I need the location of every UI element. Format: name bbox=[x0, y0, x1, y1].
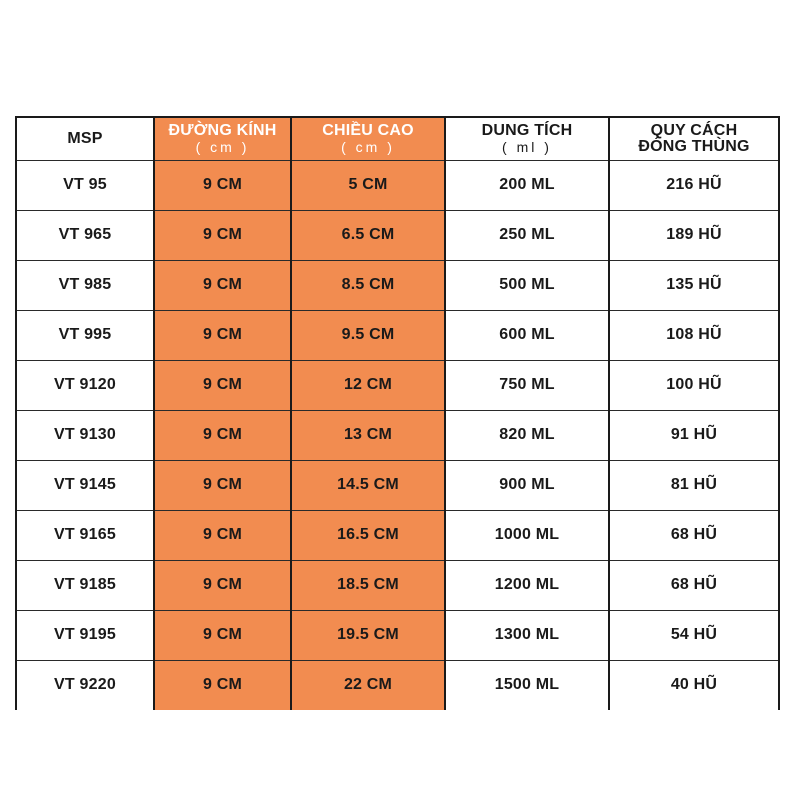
cell-msp: VT 95 bbox=[16, 160, 154, 210]
cell-diameter: 9 CM bbox=[154, 610, 291, 660]
header-capacity bbox=[445, 117, 609, 160]
cell-capacity: 600 ML bbox=[445, 310, 609, 360]
table-row bbox=[16, 560, 779, 610]
cell-packing: 68 HŨ bbox=[609, 560, 779, 610]
table-row bbox=[16, 510, 779, 560]
header-diameter-label: ĐƯỜNG KÍNH bbox=[168, 121, 277, 139]
cell-diameter: 9 CM bbox=[154, 410, 291, 460]
header-height-label: CHIỀU CAO bbox=[322, 121, 414, 139]
cell-capacity: 250 ML bbox=[445, 210, 609, 260]
cell-packing: 108 HŨ bbox=[609, 310, 779, 360]
header-diameter bbox=[154, 117, 291, 160]
table-row bbox=[16, 260, 779, 310]
cell-msp: VT 9120 bbox=[16, 360, 154, 410]
cell-capacity: 1300 ML bbox=[445, 610, 609, 660]
cell-packing: 216 HŨ bbox=[609, 160, 779, 210]
cell-height: 5 CM bbox=[291, 160, 445, 210]
cell-diameter: 9 CM bbox=[154, 210, 291, 260]
product-spec-table bbox=[15, 116, 780, 710]
cell-msp: VT 9220 bbox=[16, 660, 154, 710]
cell-capacity: 1000 ML bbox=[445, 510, 609, 560]
cell-height: 14.5 CM bbox=[291, 460, 445, 510]
table-row bbox=[16, 310, 779, 360]
cell-diameter: 9 CM bbox=[154, 360, 291, 410]
cell-capacity: 500 ML bbox=[445, 260, 609, 310]
header-capacity-unit: ( ml ) bbox=[502, 138, 552, 155]
header-packing-line2: ĐÓNG THÙNG bbox=[638, 137, 750, 155]
table-row bbox=[16, 460, 779, 510]
cell-capacity: 750 ML bbox=[445, 360, 609, 410]
header-height bbox=[291, 117, 445, 160]
header-diameter-unit: ( cm ) bbox=[195, 138, 250, 155]
cell-diameter: 9 CM bbox=[154, 160, 291, 210]
cell-msp: VT 9145 bbox=[16, 460, 154, 510]
cell-packing: 100 HŨ bbox=[609, 360, 779, 410]
cell-msp: VT 9195 bbox=[16, 610, 154, 660]
header-msp-label: MSP bbox=[67, 129, 103, 147]
cell-height: 18.5 CM bbox=[291, 560, 445, 610]
table-row bbox=[16, 360, 779, 410]
cell-msp: VT 995 bbox=[16, 310, 154, 360]
header-msp bbox=[16, 117, 154, 160]
cell-packing: 54 HŨ bbox=[609, 610, 779, 660]
cell-diameter: 9 CM bbox=[154, 510, 291, 560]
cell-height: 19.5 CM bbox=[291, 610, 445, 660]
cell-diameter: 9 CM bbox=[154, 460, 291, 510]
cell-height: 22 CM bbox=[291, 660, 445, 710]
cell-msp: VT 9165 bbox=[16, 510, 154, 560]
cell-diameter: 9 CM bbox=[154, 310, 291, 360]
cell-packing: 81 HŨ bbox=[609, 460, 779, 510]
cell-capacity: 1200 ML bbox=[445, 560, 609, 610]
cell-msp: VT 9130 bbox=[16, 410, 154, 460]
table-row bbox=[16, 610, 779, 660]
cell-packing: 135 HŨ bbox=[609, 260, 779, 310]
cell-capacity: 820 ML bbox=[445, 410, 609, 460]
cell-diameter: 9 CM bbox=[154, 260, 291, 310]
cell-packing: 40 HŨ bbox=[609, 660, 779, 710]
cell-diameter: 9 CM bbox=[154, 560, 291, 610]
table-body bbox=[16, 160, 779, 710]
cell-diameter: 9 CM bbox=[154, 660, 291, 710]
header-packing bbox=[609, 117, 779, 160]
table-row bbox=[16, 660, 779, 710]
cell-msp: VT 965 bbox=[16, 210, 154, 260]
cell-height: 9.5 CM bbox=[291, 310, 445, 360]
cell-capacity: 200 ML bbox=[445, 160, 609, 210]
cell-packing: 91 HŨ bbox=[609, 410, 779, 460]
cell-height: 6.5 CM bbox=[291, 210, 445, 260]
table-row bbox=[16, 210, 779, 260]
table-row bbox=[16, 160, 779, 210]
header-capacity-label: DUNG TÍCH bbox=[481, 121, 573, 139]
table-header-row bbox=[16, 117, 779, 160]
cell-height: 8.5 CM bbox=[291, 260, 445, 310]
cell-capacity: 900 ML bbox=[445, 460, 609, 510]
cell-msp: VT 9185 bbox=[16, 560, 154, 610]
cell-capacity: 1500 ML bbox=[445, 660, 609, 710]
cell-msp: VT 985 bbox=[16, 260, 154, 310]
cell-height: 16.5 CM bbox=[291, 510, 445, 560]
cell-height: 13 CM bbox=[291, 410, 445, 460]
table-row bbox=[16, 410, 779, 460]
cell-packing: 189 HŨ bbox=[609, 210, 779, 260]
cell-packing: 68 HŨ bbox=[609, 510, 779, 560]
header-packing-line1: QUY CÁCH bbox=[650, 121, 738, 139]
cell-height: 12 CM bbox=[291, 360, 445, 410]
header-height-unit: ( cm ) bbox=[341, 138, 395, 155]
